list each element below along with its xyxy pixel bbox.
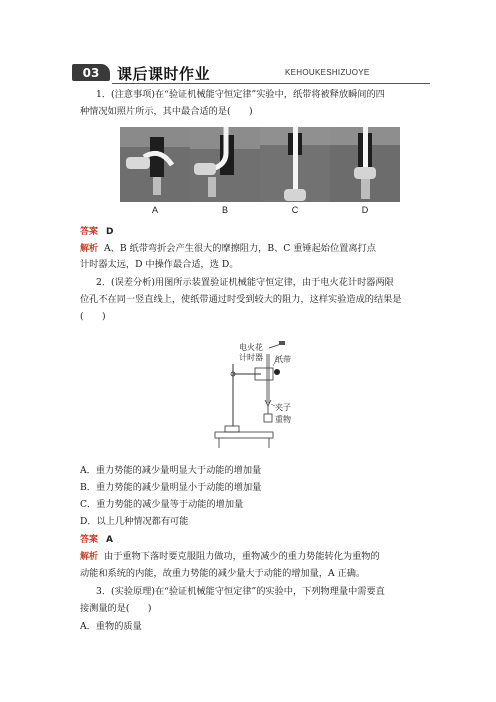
q3-stem-line2: 接测量的是( ) (80, 603, 152, 614)
photo-a (120, 127, 190, 202)
answer-value: D (106, 227, 114, 237)
label-timer-line1: 电火花 (239, 343, 263, 352)
photo-label-b: B (221, 205, 228, 215)
q2-option-c: C．重力势能的减少量等于动能的增加量 (80, 499, 244, 510)
label-tape: 纸带 (275, 355, 291, 364)
label-weight: 重物 (275, 415, 291, 424)
label-clip: 夹子 (275, 403, 291, 412)
photo-label-c: C (291, 205, 299, 215)
apparatus-diagram (211, 338, 297, 448)
q3-option-a: A．重物的质量 (80, 621, 142, 632)
section-pinyin: KEHOUKESHIZUOYE (285, 68, 370, 77)
photo-label-a: A (151, 205, 158, 215)
q2-analysis-line1 (80, 548, 422, 566)
q1-stem-line2: 种情况如照片所示，其中最合适的是( ) (80, 106, 253, 117)
label-timer-line2: 计时器 (239, 353, 263, 362)
q2-option-a: A．重力势能的减少量明显大于动能的增加量 (80, 465, 262, 476)
q2-analysis-line2: 动能和系统的内能，故重力势能的减少量大于动能的增加量，A 正确。 (80, 568, 366, 579)
answer-value: A (106, 535, 113, 545)
answer-label: 答案 (80, 535, 99, 545)
analysis-label: 解析 (80, 244, 99, 254)
q2-answer-line (80, 531, 422, 549)
q2-option-b: B．重力势能的减少量明显小于动能的增加量 (80, 482, 262, 493)
q1-stem-line1: 1．(注意事项)在“验证机械能守恒定律”实验中，纸带将被释放瞬间的四 (96, 89, 385, 100)
photo-c (260, 127, 330, 202)
analysis-text: A、B 纸带弯折会产生很大的摩擦阻力，B、C 重锤起始位置离打点 (104, 243, 376, 254)
section-header (72, 62, 430, 84)
analysis-text: 由于重物下落时要克服阻力做功，重物减少的重力势能转化为重物的 (104, 551, 380, 562)
photo-d (330, 127, 400, 202)
photo-label-d: D (361, 205, 369, 215)
analysis-label: 解析 (80, 552, 99, 562)
q1-analysis-line2: 计时器太远，D 中操作最合适，选 D。 (80, 259, 239, 270)
photo-b (190, 127, 260, 202)
header-rule (112, 83, 430, 84)
answer-label: 答案 (80, 227, 99, 237)
section-number-badge: 03 (72, 64, 110, 81)
q2-stem-line2: 位孔不在同一竖直线上，使纸带通过时受到较大的阻力，这样实验造成的结果是 (80, 294, 402, 305)
q3-stem-line1: 3．(实验原理)在“验证机械能守恒定律”的实验中，下列物理量中需要直 (96, 586, 385, 597)
q2-option-d: D．以上几种情况都有可能 (80, 516, 189, 527)
q1-answer-line (80, 223, 422, 241)
q2-stem-line1: 2．(误差分析)用图所示装置验证机械能守恒定律，由于电火花计时器两限 (96, 277, 394, 288)
section-title: 课后课时作业 (117, 65, 211, 83)
q2-stem-line3: ( ) (80, 311, 106, 322)
